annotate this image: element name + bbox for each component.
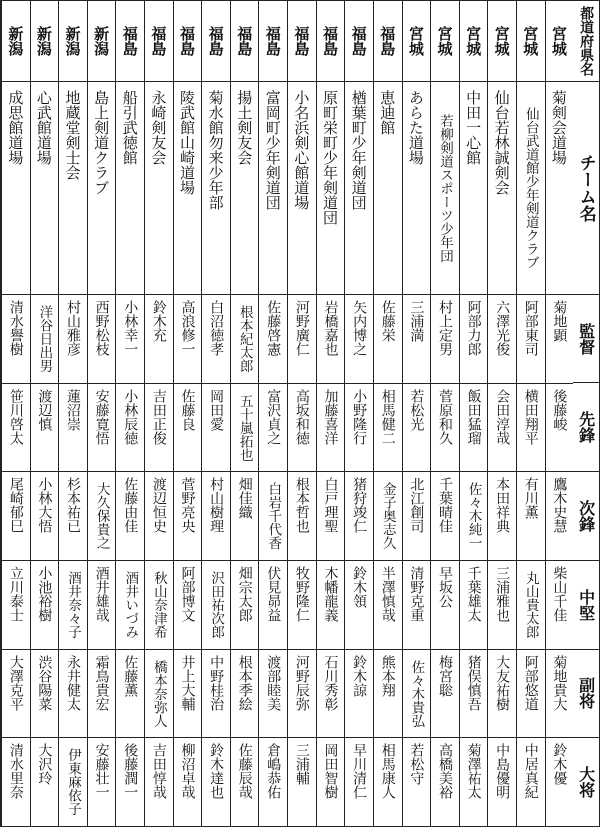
member-cell-4: 佐藤薫 xyxy=(116,649,144,738)
member-cell-4: 熊本翔 xyxy=(374,649,402,738)
member-cell-2: 大久保貴之 xyxy=(88,471,116,560)
member-cell-0: 白沼徳孝 xyxy=(202,294,230,383)
prefecture-cell: 福島 xyxy=(349,25,368,56)
member-cell-5: 柳沼卓哉 xyxy=(174,737,202,826)
member-cell-0: 阿部力郎 xyxy=(460,294,488,383)
member-cell-4: 井上大輔 xyxy=(174,649,202,738)
member-cell-5: 岡田智樹 xyxy=(317,737,345,826)
member-cell-2: 畑佳織 xyxy=(231,471,259,560)
member-cell-0: 菊地顕 xyxy=(546,294,574,383)
prefecture-cell: 宮城 xyxy=(492,25,511,56)
prefecture-cell: 新潟 xyxy=(6,25,25,56)
member-cell-4: 河野辰弥 xyxy=(288,649,316,738)
member-cell-0: 洋谷日出男 xyxy=(31,294,59,383)
member-cell-3: 立川泰士 xyxy=(2,560,30,649)
member-cell-3: 半澤慎哉 xyxy=(374,560,402,649)
team-name-cell: 菊水館勿来少年部 xyxy=(202,81,230,294)
member-cell-3: 三浦雅也 xyxy=(488,560,516,649)
prefecture-cell: 福島 xyxy=(292,25,311,56)
member-cell-5: 若松守 xyxy=(403,737,431,826)
team-column xyxy=(287,1,316,826)
member-cell-3: 酒井雄哉 xyxy=(88,560,116,649)
team-name-cell: あらた道場 xyxy=(403,81,431,294)
team-column xyxy=(115,1,144,826)
member-cell-3: 千葉雄太 xyxy=(460,560,488,649)
member-cell-4: 大友祐樹 xyxy=(488,649,516,738)
member-cell-1: 相馬健二 xyxy=(374,383,402,472)
member-cell-5: 清水里奈 xyxy=(2,737,30,826)
team-name-cell: 心武館道場 xyxy=(31,81,59,294)
team-name-cell: 恵迪館 xyxy=(374,81,402,294)
team-column xyxy=(87,1,116,826)
member-cell-0: 高浪修一 xyxy=(174,294,202,383)
member-cell-3: 酒井いづみ xyxy=(116,560,144,649)
member-cell-3: 酒井奈々子 xyxy=(59,560,87,649)
member-cell-1: 高坂和徳 xyxy=(288,383,316,472)
prefecture-cell: 新潟 xyxy=(34,25,53,56)
member-cell-2: 有川薫 xyxy=(517,471,545,560)
member-cell-2: 尾崎郁巳 xyxy=(2,471,30,560)
member-cell-2: 千葉晴佳 xyxy=(431,471,459,560)
member-cell-5: 三浦輔 xyxy=(288,737,316,826)
member-cell-0: 河野廣仁 xyxy=(288,294,316,383)
member-cell-5: 中居真紀 xyxy=(517,737,545,826)
member-cell-2: 根本哲也 xyxy=(288,471,316,560)
member-cell-1: 岡田愛 xyxy=(202,383,230,472)
member-cell-2: 村山樹理 xyxy=(202,471,230,560)
team-name-cell: 島上剣道クラブ xyxy=(88,81,116,294)
member-cell-0: 矢内博之 xyxy=(345,294,373,383)
team-column xyxy=(459,1,488,826)
team-name-cell: 菊剣会道場 xyxy=(546,81,574,294)
member-cell-0: 阿部東司 xyxy=(517,294,545,383)
team-column xyxy=(230,1,259,826)
member-cell-5: 中島優明 xyxy=(488,737,516,826)
member-cell-1: 渡辺慎 xyxy=(31,383,59,472)
member-cell-2: 菅野亮央 xyxy=(174,471,202,560)
member-cell-5: 菊澤祐太 xyxy=(460,737,488,826)
prefecture-cell: 福島 xyxy=(235,25,254,56)
member-cell-5: 倉嶋恭佑 xyxy=(259,737,287,826)
member-cell-4: 猪俣慎吾 xyxy=(460,649,488,738)
member-cell-5: 鈴木達也 xyxy=(202,737,230,826)
member-cell-2: 佐藤由佳 xyxy=(116,471,144,560)
team-name-cell: 成思館道場 xyxy=(2,81,30,294)
prefecture-cell: 宮城 xyxy=(521,25,540,56)
team-column xyxy=(516,1,545,826)
member-cell-2: 小林大悟 xyxy=(31,471,59,560)
member-cell-0: 佐藤啓憲 xyxy=(259,294,287,383)
member-cell-2: 鷹木史慧 xyxy=(546,471,574,560)
team-column xyxy=(487,1,516,826)
member-cell-2: 白戸理聖 xyxy=(317,471,345,560)
member-cell-0: 村上定男 xyxy=(431,294,459,383)
prefecture-cell: 宮城 xyxy=(435,25,454,56)
member-cell-1: 加藤喜洋 xyxy=(317,383,345,472)
member-cell-1: 菅原和久 xyxy=(431,383,459,472)
member-cell-4: 鈴木諒 xyxy=(345,649,373,738)
member-cell-1: 飯田猛瑠 xyxy=(460,383,488,472)
prefecture-cell: 宮城 xyxy=(406,25,425,56)
member-cell-5: 早川清仁 xyxy=(345,737,373,826)
team-name-cell: 富岡町少年剣道団 xyxy=(259,81,287,294)
member-cell-3: 牧野隆仁 xyxy=(288,560,316,649)
member-cell-2: 杉本祐已 xyxy=(59,471,87,560)
team-column xyxy=(144,1,173,826)
member-cell-2: 佐々木純一 xyxy=(460,471,488,560)
member-cell-2: 北江創司 xyxy=(403,471,431,560)
member-cell-2: 白岩千代香 xyxy=(259,471,287,560)
team-name-cell: 楢葉町少年剣道団 xyxy=(345,81,373,294)
member-cell-0: 根本紀太郎 xyxy=(231,294,259,383)
member-cell-1: 五十嵐拓也 xyxy=(231,383,259,472)
header-position: 次鋒 xyxy=(573,471,599,560)
member-cell-3: 小池裕樹 xyxy=(31,560,59,649)
member-cell-3: 伏見昴益 xyxy=(259,560,287,649)
prefecture-cell: 宮城 xyxy=(464,25,483,56)
prefecture-cell: 宮城 xyxy=(549,25,568,56)
prefecture-cell: 福島 xyxy=(321,25,340,56)
member-cell-4: 橋本奈弥人 xyxy=(145,649,173,738)
member-cell-0: 西野松枝 xyxy=(88,294,116,383)
member-cell-4: 菊地貴大 xyxy=(546,649,574,738)
prefecture-cell: 福島 xyxy=(120,25,139,56)
member-cell-5: 大沢玲 xyxy=(31,737,59,826)
team-column xyxy=(316,1,345,826)
member-cell-4: 梅宮聡 xyxy=(431,649,459,738)
member-cell-3: 柴山千佳 xyxy=(546,560,574,649)
member-cell-2: 本田祥典 xyxy=(488,471,516,560)
team-name-cell: 船引武徳館 xyxy=(116,81,144,294)
team-name-cell: 仙台武道館少年剣道クラブ xyxy=(517,81,545,294)
member-cell-3: 秋山奈津希 xyxy=(145,560,173,649)
header-position: 副将 xyxy=(573,649,599,738)
member-cell-1: 蓮沼崇 xyxy=(59,383,87,472)
header-position: 中堅 xyxy=(573,560,599,649)
member-cell-4: 永井健太 xyxy=(59,649,87,738)
member-cell-3: 早坂公 xyxy=(431,560,459,649)
member-cell-1: 吉田正俊 xyxy=(145,383,173,472)
member-cell-0: 村山雅彦 xyxy=(59,294,87,383)
prefecture-cell: 新潟 xyxy=(92,25,111,56)
member-cell-4: 佐々木貴弘 xyxy=(403,649,431,738)
team-column xyxy=(373,1,402,826)
member-cell-1: 小林辰徳 xyxy=(116,383,144,472)
prefecture-cell: 福島 xyxy=(177,25,196,56)
member-cell-2: 渡辺恒史 xyxy=(145,471,173,560)
member-cell-1: 横田翔平 xyxy=(517,383,545,472)
member-cell-1: 後藤峻 xyxy=(546,383,574,472)
member-cell-2: 金子奥志久 xyxy=(374,471,402,560)
member-cell-0: 清水譽樹 xyxy=(2,294,30,383)
member-cell-3: 鈴木領 xyxy=(345,560,373,649)
header-column xyxy=(573,1,599,826)
member-cell-5: 鈴木優 xyxy=(546,737,574,826)
member-cell-0: 三浦満 xyxy=(403,294,431,383)
member-cell-0: 佐藤栄 xyxy=(374,294,402,383)
member-cell-0: 小林幸一 xyxy=(116,294,144,383)
team-column xyxy=(402,1,431,826)
member-cell-0: 六澤光俊 xyxy=(488,294,516,383)
team-name-cell: 揚土剣友会 xyxy=(231,81,259,294)
member-cell-5: 相馬康人 xyxy=(374,737,402,826)
prefecture-cell: 福島 xyxy=(149,25,168,56)
team-column xyxy=(545,1,574,826)
member-cell-1: 佐藤良 xyxy=(174,383,202,472)
member-cell-2: 猪狩竣仁 xyxy=(345,471,373,560)
member-cell-1: 安藤寛悟 xyxy=(88,383,116,472)
member-cell-1: 小野隆行 xyxy=(345,383,373,472)
team-name-cell: 仙台若林誠剣会 xyxy=(488,81,516,294)
member-cell-4: 霜鳥貴宏 xyxy=(88,649,116,738)
member-cell-4: 阿部悠道 xyxy=(517,649,545,738)
team-name-cell: 小名浜剣心館道場 xyxy=(288,81,316,294)
member-cell-3: 畑宗太郎 xyxy=(231,560,259,649)
prefecture-cell: 福島 xyxy=(263,25,282,56)
header-prefecture: 都道府県名 xyxy=(578,5,595,76)
team-name-cell: 若柳剣道スポーツ少年団 xyxy=(431,81,459,294)
team-column xyxy=(58,1,87,826)
member-cell-5: 後藤潤一 xyxy=(116,737,144,826)
member-cell-3: 阿部博文 xyxy=(174,560,202,649)
prefecture-cell: 福島 xyxy=(206,25,225,56)
member-cell-4: 渡部睦美 xyxy=(259,649,287,738)
team-column xyxy=(258,1,287,826)
team-name-cell: 原町栄町少年剣道団 xyxy=(317,81,345,294)
member-cell-3: 沢田祐次郎 xyxy=(202,560,230,649)
team-column xyxy=(344,1,373,826)
team-name-cell: 中田一心館 xyxy=(460,81,488,294)
member-cell-3: 清野克重 xyxy=(403,560,431,649)
member-cell-0: 岩橋嘉也 xyxy=(317,294,345,383)
team-name-cell: 陵武館山崎道場 xyxy=(174,81,202,294)
header-team-name: チーム名 xyxy=(573,81,599,294)
member-cell-3: 丸山貴太郎 xyxy=(517,560,545,649)
member-cell-1: 若松光 xyxy=(403,383,431,472)
member-cell-5: 高橋美裕 xyxy=(431,737,459,826)
member-cell-5: 安藤壮一 xyxy=(88,737,116,826)
team-column xyxy=(1,1,30,826)
member-cell-4: 根本季絵 xyxy=(231,649,259,738)
header-position: 大将 xyxy=(573,737,599,826)
team-column xyxy=(430,1,459,826)
member-cell-4: 石川秀彰 xyxy=(317,649,345,738)
team-name-cell: 地蔵堂剣士会 xyxy=(59,81,87,294)
member-cell-1: 笹川啓太 xyxy=(2,383,30,472)
team-name-cell: 永崎剣友会 xyxy=(145,81,173,294)
team-column xyxy=(30,1,59,826)
member-cell-1: 富沢貞之 xyxy=(259,383,287,472)
member-cell-4: 大澤克平 xyxy=(2,649,30,738)
team-column xyxy=(173,1,202,826)
prefecture-cell: 福島 xyxy=(378,25,397,56)
member-cell-0: 鈴木充 xyxy=(145,294,173,383)
member-cell-4: 渋谷陽菜 xyxy=(31,649,59,738)
header-position: 先鋒 xyxy=(573,382,599,471)
member-cell-5: 佐藤辰哉 xyxy=(231,737,259,826)
header-position: 監督 xyxy=(573,294,599,383)
member-cell-5: 吉田惇哉 xyxy=(145,737,173,826)
team-column xyxy=(201,1,230,826)
member-cell-1: 会田淳哉 xyxy=(488,383,516,472)
prefecture-cell: 新潟 xyxy=(63,25,82,56)
member-cell-4: 中野桂治 xyxy=(202,649,230,738)
member-cell-5: 伊東麻依子 xyxy=(59,737,87,826)
member-cell-3: 木幡龍義 xyxy=(317,560,345,649)
